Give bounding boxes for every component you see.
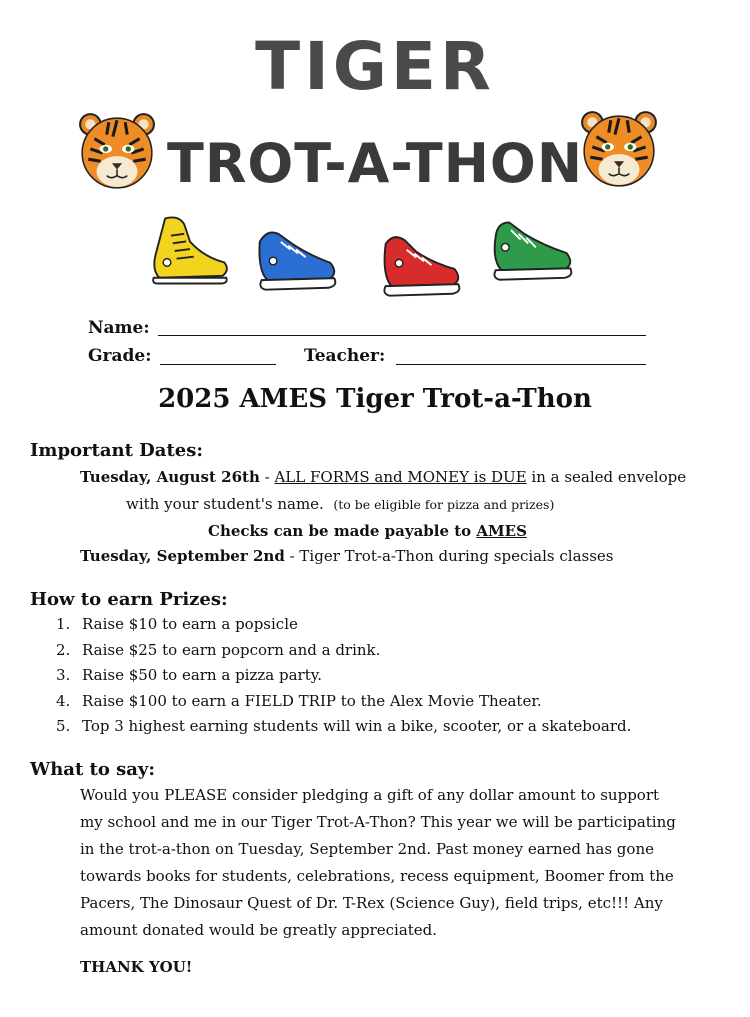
paragraph-line: Would you PLEASE consider pledging a gift of any dollar amount to support — [80, 786, 660, 804]
sneaker-icon — [378, 228, 464, 306]
title-tiger: TIGER — [255, 28, 495, 105]
grade-label: Grade: — [88, 346, 152, 366]
paragraph-line: Pacers, The Dinosaur Quest of Dr. T-Rex (Science Guy), field trips, etc!!! Any — [80, 894, 663, 912]
name-field[interactable] — [158, 335, 646, 336]
list-item: 4. Raise $100 to earn a FIELD TRIP to the Alex Movie Theater. — [56, 691, 542, 710]
paragraph-line: in the trot-a-thon on Tuesday, September 2nd. Past money earned has gone — [80, 840, 654, 858]
list-item: 2. Raise $25 to earn popcorn and a drink. — [56, 640, 381, 659]
important-dates-heading: Important Dates: — [30, 440, 204, 461]
event-date: Tuesday, September 2nd — [80, 547, 285, 565]
sneaker-icon — [490, 214, 576, 292]
list-item: 3. Raise $50 to earn a pizza party. — [56, 666, 322, 684]
name-label: Name: — [88, 318, 150, 338]
eligibility-note: (to be eligible for pizza and prizes) — [333, 497, 555, 512]
prize-list — [56, 615, 631, 743]
title-trot-a-thon: TROT-A-THON — [166, 132, 584, 195]
list-item: 1. Raise $10 to earn a popsicle — [56, 615, 298, 633]
teacher-field[interactable] — [396, 364, 646, 365]
prizes-heading: How to earn Prizes: — [30, 589, 228, 610]
event-date-line: Tuesday, September 2nd - Tiger Trot-a-Thon during specials classes — [80, 547, 614, 565]
teacher-label: Teacher: — [304, 346, 386, 366]
pledge-paragraph — [80, 786, 720, 948]
what-to-say-heading: What to say: — [30, 759, 156, 780]
grade-field[interactable] — [160, 364, 276, 365]
due-date: Tuesday, August 26th — [80, 468, 260, 486]
paragraph-line: amount donated would be greatly appreciated. — [80, 921, 438, 939]
sneaker-icon — [254, 222, 340, 300]
paragraph-line: towards books for students, celebrations, recess equipment, Boomer from the — [80, 867, 674, 885]
checks-payee: AMES — [476, 522, 527, 540]
sneaker-icon — [146, 212, 232, 290]
due-date-line: Tuesday, August 26th - ALL FORMS and MONEY is DUE in a sealed envelope — [80, 468, 687, 486]
student-name-line: with your student's name. (to be eligible for pizza and prizes) — [126, 495, 555, 513]
main-title: 2025 AMES Tiger Trot-a-Thon — [158, 384, 592, 414]
due-notice: ALL FORMS and MONEY is DUE — [274, 468, 527, 486]
checks-line: Checks can be made payable to AMES — [208, 522, 527, 540]
list-item: 5. Top 3 highest earning students will win a bike, scooter, or a skateboard. — [56, 717, 632, 735]
thank-you: THANK YOU! — [80, 958, 193, 976]
paragraph-line: my school and me in our Tiger Trot-A-Thon? This year we will be participating — [80, 813, 676, 831]
